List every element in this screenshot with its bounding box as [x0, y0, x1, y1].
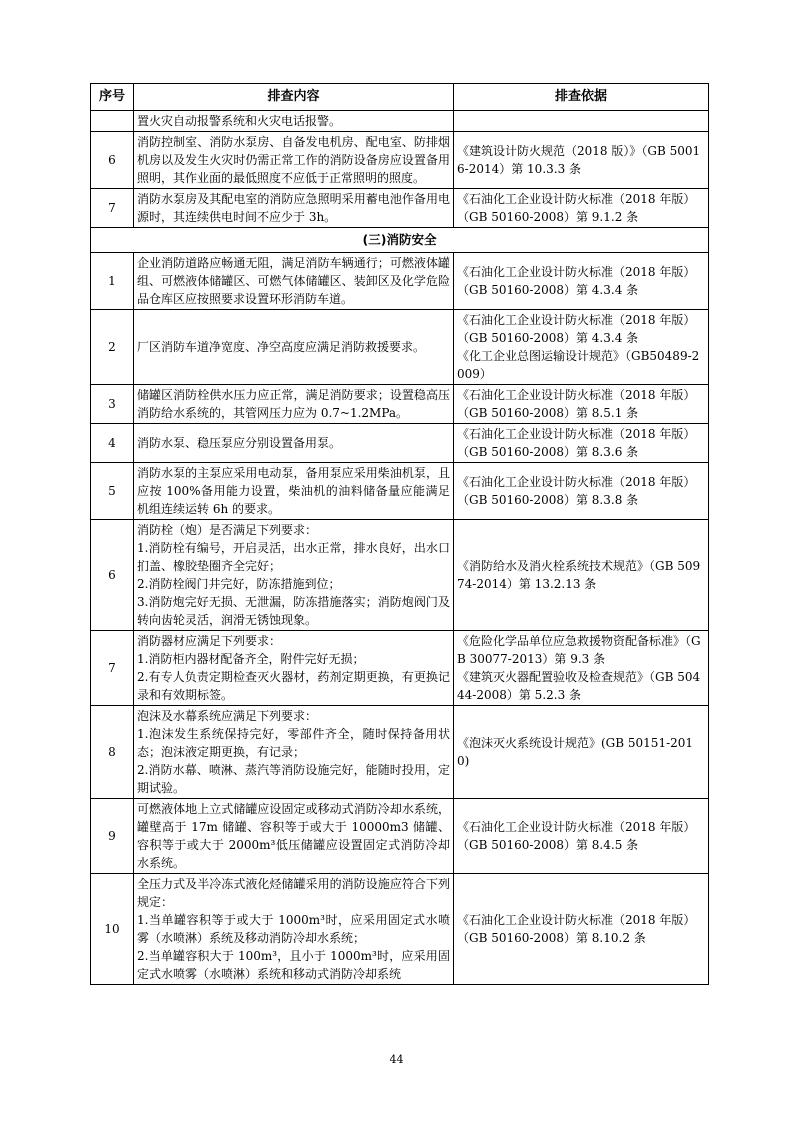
content-line: 2.当单罐容积大于 100m³，且小于 1000m³时，应采用固定式水喷雾（水喷淋）系统和移动式消防冷却系统: [137, 949, 450, 981]
basis-line: 《石油化工企业设计防火标准（2018 年版）（GB 50160-2008）第 8.3.6 条: [457, 427, 696, 459]
content-line: 置火灾自动报警系统和火灾电话报警。: [137, 114, 342, 128]
table-row: [91, 706, 709, 799]
content-line: 企业消防道路应畅通无阻，满足消防车辆通行；可燃液体罐组、可燃液体储罐区、可燃气体储罐区、装卸区及化学危险品仓库区应按照要求设置环形消防车道。: [137, 256, 450, 306]
row-number: 10: [91, 874, 134, 985]
row-number: 7: [91, 189, 134, 228]
table-row: [91, 385, 709, 424]
inspection-content: [134, 874, 454, 985]
inspection-basis: [454, 520, 709, 631]
inspection-content: [134, 520, 454, 631]
inspection-content: [134, 111, 454, 132]
inspection-content: [134, 189, 454, 228]
inspection-content: [134, 385, 454, 424]
basis-line: 《消防给水及消火栓系统技术规范》（GB 50974-2014）第 13.2.13 条: [457, 559, 701, 591]
row-number: 5: [91, 463, 134, 520]
header-content: 排查内容: [134, 84, 454, 111]
checklist-sheet: [90, 83, 708, 985]
inspection-content: [134, 310, 454, 385]
inspection-basis: [454, 706, 709, 799]
inspection-basis: [454, 799, 709, 874]
content-line: 消防水泵、稳压泵应分别设置备用泵。: [137, 436, 342, 450]
inspection-content: [134, 463, 454, 520]
section-title: (三)消防安全: [91, 228, 709, 253]
row-number: 1: [91, 253, 134, 310]
table-row: [91, 189, 709, 228]
content-line: 1.消防栓有编号，开启灵活，出水正常，排水良好，出水口扪盖、橡胶垫圈齐全完好；: [137, 541, 450, 573]
row-number: 7: [91, 631, 134, 706]
content-line: 消防器材应满足下列要求：: [137, 634, 282, 648]
table-row: [91, 253, 709, 310]
content-line: 消防栓（炮）是否满足下列要求：: [137, 523, 318, 537]
section-row: [91, 228, 709, 253]
top-rows: [91, 111, 709, 228]
table-row: [91, 874, 709, 985]
inspection-content: [134, 631, 454, 706]
inspection-basis: [454, 874, 709, 985]
inspection-table: [90, 83, 709, 985]
row-number: 9: [91, 799, 134, 874]
inspection-content: [134, 424, 454, 463]
table-row: [91, 799, 709, 874]
content-line: 1.泡沫发生系统保持完好，零部件齐全，随时保持备用状态；泡沫液定期更换，有记录；: [137, 727, 450, 759]
inspection-basis: [454, 310, 709, 385]
header-no: 序号: [91, 84, 134, 111]
basis-line: 《石油化工企业设计防火标准（2018 年版）（GB 50160-2008）第 4.3.4 条: [457, 313, 696, 345]
basis-line: 《泡沫灭火系统设计规范》(GB 50151-2010): [457, 736, 694, 768]
content-line: 1.当单罐容积等于或大于 1000m³时，应采用固定式水喷雾（水喷淋）系统及移动消防冷却水系统；: [137, 913, 450, 945]
row-number: 3: [91, 385, 134, 424]
basis-line: 《石油化工企业设计防火标准（2018 年版）（GB 50160-2008）第 9.1.2 条: [457, 192, 696, 224]
inspection-basis: [454, 132, 709, 189]
basis-line: 《石油化工企业设计防火标准（2018 年版）（GB 50160-2008）第 8.4.5 条: [457, 820, 696, 852]
inspection-content: [134, 799, 454, 874]
inspection-content: [134, 253, 454, 310]
content-line: 储罐区消防栓供水压力应正常，满足消防要求；设置稳高压消防给水系统的，其管网压力应为 0.7~1.2MPa。: [137, 388, 450, 420]
basis-line: 《石油化工企业设计防火标准（2018 年版）（GB 50160-2008）第 8.5.1 条: [457, 388, 696, 420]
row-number: 2: [91, 310, 134, 385]
header-row: [91, 84, 709, 111]
table-row: [91, 310, 709, 385]
inspection-content: [134, 132, 454, 189]
content-line: 2.有专人负责定期检查灭火器材，药剂定期更换，有更换记录和有效期标签。: [137, 670, 450, 702]
table-row: [91, 463, 709, 520]
basis-line: 《石油化工企业设计防火标准（2018 年版）（GB 50160-2008）第 4.3.4 条: [457, 265, 696, 297]
inspection-basis: [454, 631, 709, 706]
basis-line: 《建筑设计防火规范（2018 版）》（GB 50016-2014）第 10.3.3 条: [457, 144, 701, 176]
content-line: 2.消防栓阀门井完好，防冻措施到位；: [137, 577, 341, 591]
basis-line: 《化工企业总图运输设计规范》（GB50489-2009）: [457, 349, 700, 381]
content-line: 消防水泵房及其配电室的消防应急照明采用蓄电池作备用电源时，其连续供电时间不应少于 3h。: [137, 192, 450, 224]
inspection-basis: [454, 385, 709, 424]
section-rows: [91, 253, 709, 985]
inspection-basis: [454, 463, 709, 520]
row-number: 6: [91, 132, 134, 189]
content-line: 1.消防柜内器材配备齐全，附件完好无损；: [137, 652, 365, 666]
table-row: [91, 132, 709, 189]
content-line: 可燃液体地上立式储罐应设固定或移动式消防冷却水系统，罐壁高于 17m 储罐、容积等于或大于 10000m3 储罐、容积等于或大于 2000m³低压储罐应设置固定式消防冷却水系统。: [137, 802, 450, 870]
inspection-basis: [454, 424, 709, 463]
table-row: [91, 520, 709, 631]
content-line: 2.消防水幕、喷淋、蒸汽等消防设施完好，能随时投用，定期试验。: [137, 763, 450, 795]
basis-line: 《石油化工企业设计防火标准（2018 年版）（GB 50160-2008）第 8.3.8 条: [457, 475, 696, 507]
row-number: 4: [91, 424, 134, 463]
content-line: 泡沫及水幕系统应满足下列要求：: [137, 709, 318, 723]
table-row: [91, 424, 709, 463]
content-line: 消防控制室、消防水泵房、自备发电机房、配电室、防排烟机房以及发生火灾时仍需正常工作的消防设备房应设置备用照明，其作业面的最低照度不应低于正常照明的照度。: [137, 135, 450, 185]
row-number: [91, 111, 134, 132]
inspection-basis: [454, 111, 709, 132]
content-line: 全压力式及半冷冻式液化烃储罐采用的消防设施应符合下列规定：: [137, 877, 450, 909]
content-line: 3.消防炮完好无损、无泄漏，防冻措施落实；消防炮阀门及转向齿轮灵活，润滑无锈蚀现象。: [137, 595, 450, 627]
inspection-basis: [454, 189, 709, 228]
header-basis: 排查依据: [454, 84, 709, 111]
table-row: [91, 111, 709, 132]
page-number: 44: [389, 1053, 404, 1066]
content-line: 消防水泵的主泵应采用电动泵，备用泵应采用柴油机泵，且应按 100%备用能力设置，柴油机的油料储备量应能满足机组连续运转 6h 的要求。: [137, 466, 450, 516]
table-row: [91, 631, 709, 706]
basis-line: 《建筑灭火器配置验收及检查规范》（GB 50444-2008）第 5.2.3 条: [457, 670, 701, 702]
inspection-content: [134, 706, 454, 799]
row-number: 6: [91, 520, 134, 631]
content-line: 厂区消防车道净宽度、净空高度应满足消防救援要求。: [137, 340, 426, 354]
basis-line: 《危险化学品单位应急救援物资配备标准》（GB 30077-2013）第 9.3 条: [457, 634, 701, 666]
row-number: 8: [91, 706, 134, 799]
basis-line: 《石油化工企业设计防火标准（2018 年版）（GB 50160-2008）第 8.10.2 条: [457, 913, 696, 945]
inspection-basis: [454, 253, 709, 310]
